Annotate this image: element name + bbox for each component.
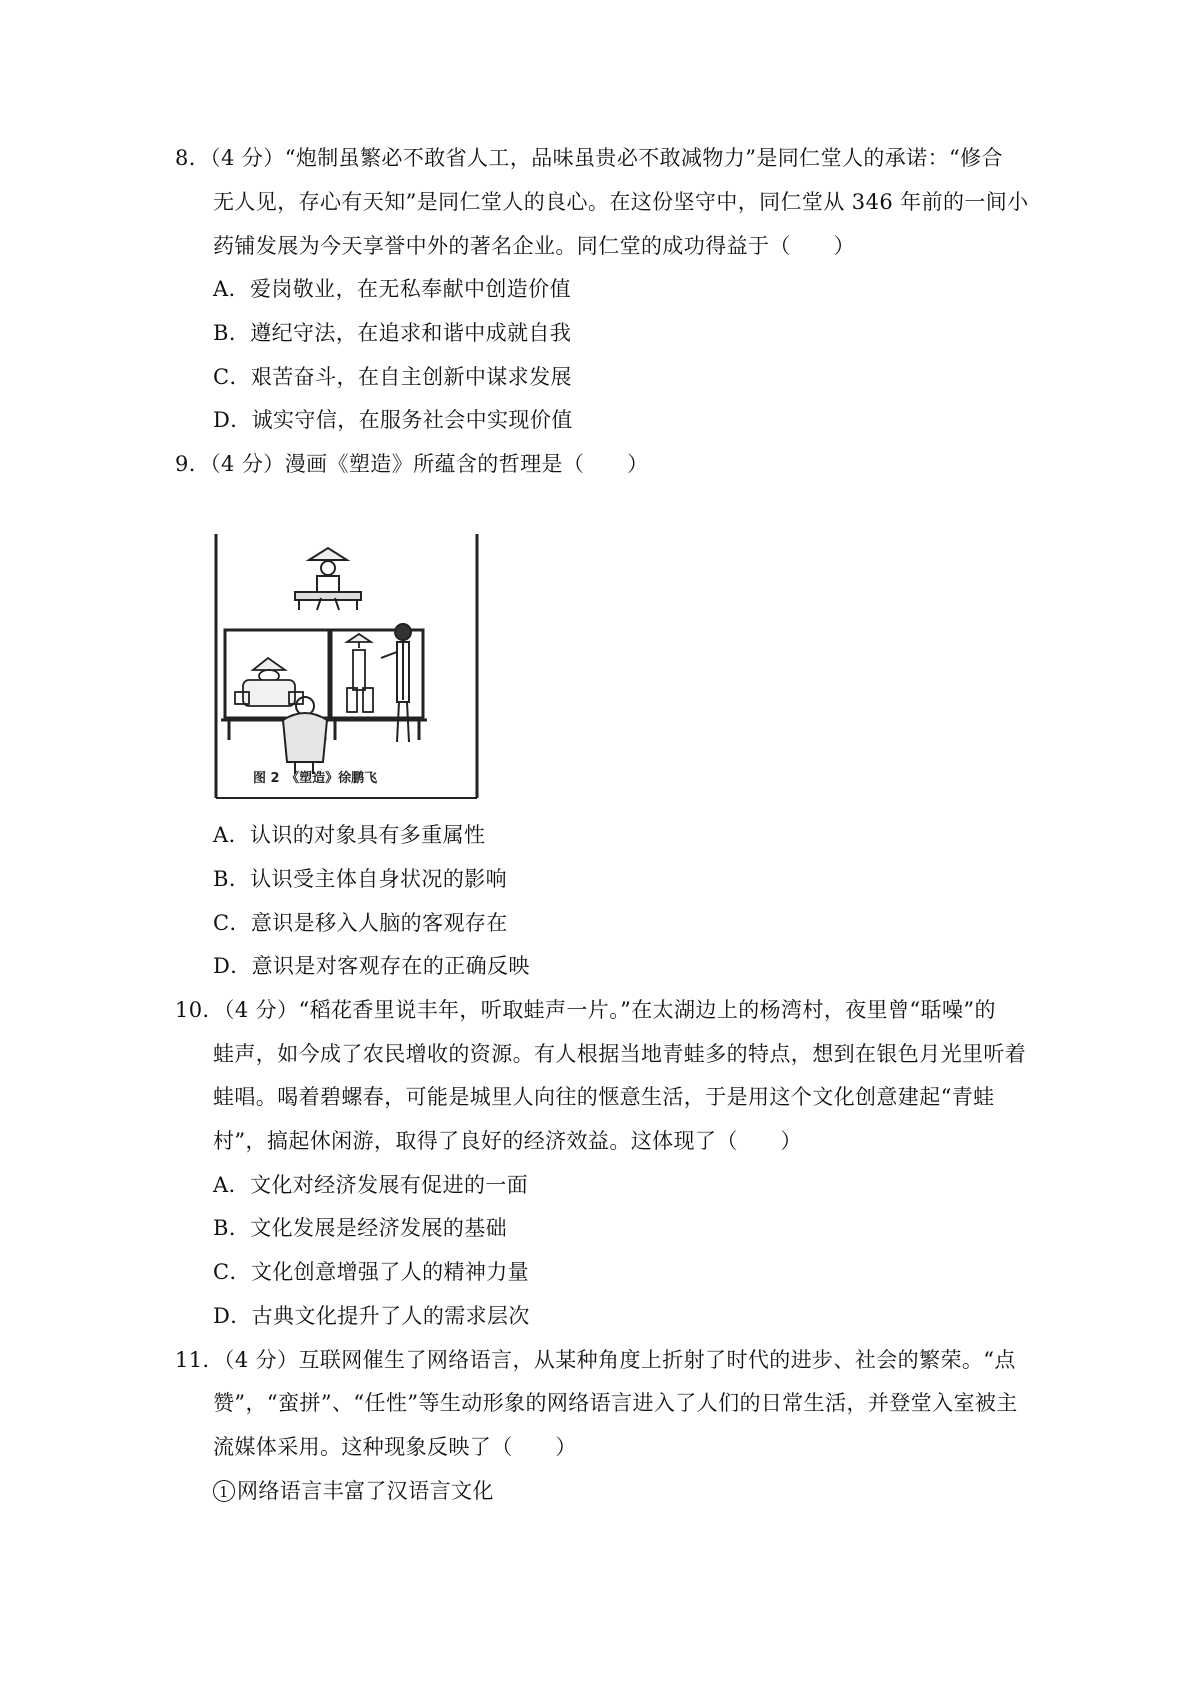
q8-stem-line-1: 8．（4 分）“炮制虽繁必不敢省人工，品味虽贵必不敢减物力”是同仁堂人的承诺：“修合 (175, 146, 1003, 170)
q10-stem-line-2: 蛙声，如今成了农民增收的资源。有人根据当地青蛙多的特点，想到在银色月光里听着 (213, 1042, 1027, 1066)
cartoon-figure (213, 530, 481, 802)
q8-stem-line-2: 无人见，存心有天知”是同仁堂人的良心。在这份坚守中，同仁堂从 346 年前的一间小 (213, 190, 1029, 214)
q10-option-c[interactable]: C．文化创意增强了人的精神力量 (213, 1260, 530, 1284)
q10-stem-line-4: 村”，搞起休闲游，取得了良好的经济效益。这体现了（ ） (213, 1129, 802, 1153)
q11-stem-line-1: 11．（4 分）互联网催生了网络语言，从某种角度上折射了时代的进步、社会的繁荣。“点 (175, 1348, 1016, 1372)
q8-option-c[interactable]: C．艰苦奋斗，在自主创新中谋求发展 (213, 365, 572, 389)
q9-option-d[interactable]: D．意识是对客观存在的正确反映 (213, 954, 530, 978)
q8-stem-line-3: 药铺发展为今天享誉中外的著名企业。同仁堂的成功得益于（ ） (213, 234, 855, 258)
statement-number-circle: 1 (213, 1480, 235, 1502)
q10-option-b[interactable]: B．文化发展是经济发展的基础 (213, 1216, 508, 1240)
q9-stem-line-1: 9．（4 分）漫画《塑造》所蕴含的哲理是（ ） (175, 452, 649, 476)
q8-option-b[interactable]: B．遵纪守法，在追求和谐中成就自我 (213, 321, 572, 345)
q11-statement-1-text: 网络语言丰富了汉语言文化 (237, 1479, 494, 1503)
q10-option-a[interactable]: A．文化对经济发展有促进的一面 (213, 1173, 529, 1197)
q11-statement-1[interactable] (213, 1477, 494, 1505)
q11-stem-line-3: 流媒体采用。这种现象反映了（ ） (213, 1435, 577, 1459)
q10-stem-line-1: 10．（4 分）“稻花香里说丰年，听取蛙声一片。”在太湖边上的杨湾村，夜里曾“聒噪”的 (175, 998, 996, 1022)
q11-stem-line-2: 赞”，“蛮拼”、“任性”等生动形象的网络语言进入了人们的日常生活，并登堂入室被主 (213, 1391, 1018, 1415)
q9-option-b[interactable]: B．认识受主体自身状况的影响 (213, 867, 508, 891)
q9-option-c[interactable]: C．意识是移入人脑的客观存在 (213, 911, 508, 935)
cartoon-caption: 图 2 《塑造》徐鹏飞 (253, 771, 378, 786)
q8-option-a[interactable]: A．爱岗敬业，在无私奉献中创造价值 (213, 277, 571, 301)
q9-option-a[interactable]: A．认识的对象具有多重属性 (213, 823, 486, 847)
q10-option-d[interactable]: D．古典文化提升了人的需求层次 (213, 1304, 530, 1328)
q10-stem-line-3: 蛙唱。喝着碧螺春，可能是城里人向往的惬意生活，于是用这个文化创意建起“青蛙 (213, 1085, 995, 1109)
q8-option-d[interactable]: D．诚实守信，在服务社会中实现价值 (213, 408, 573, 432)
